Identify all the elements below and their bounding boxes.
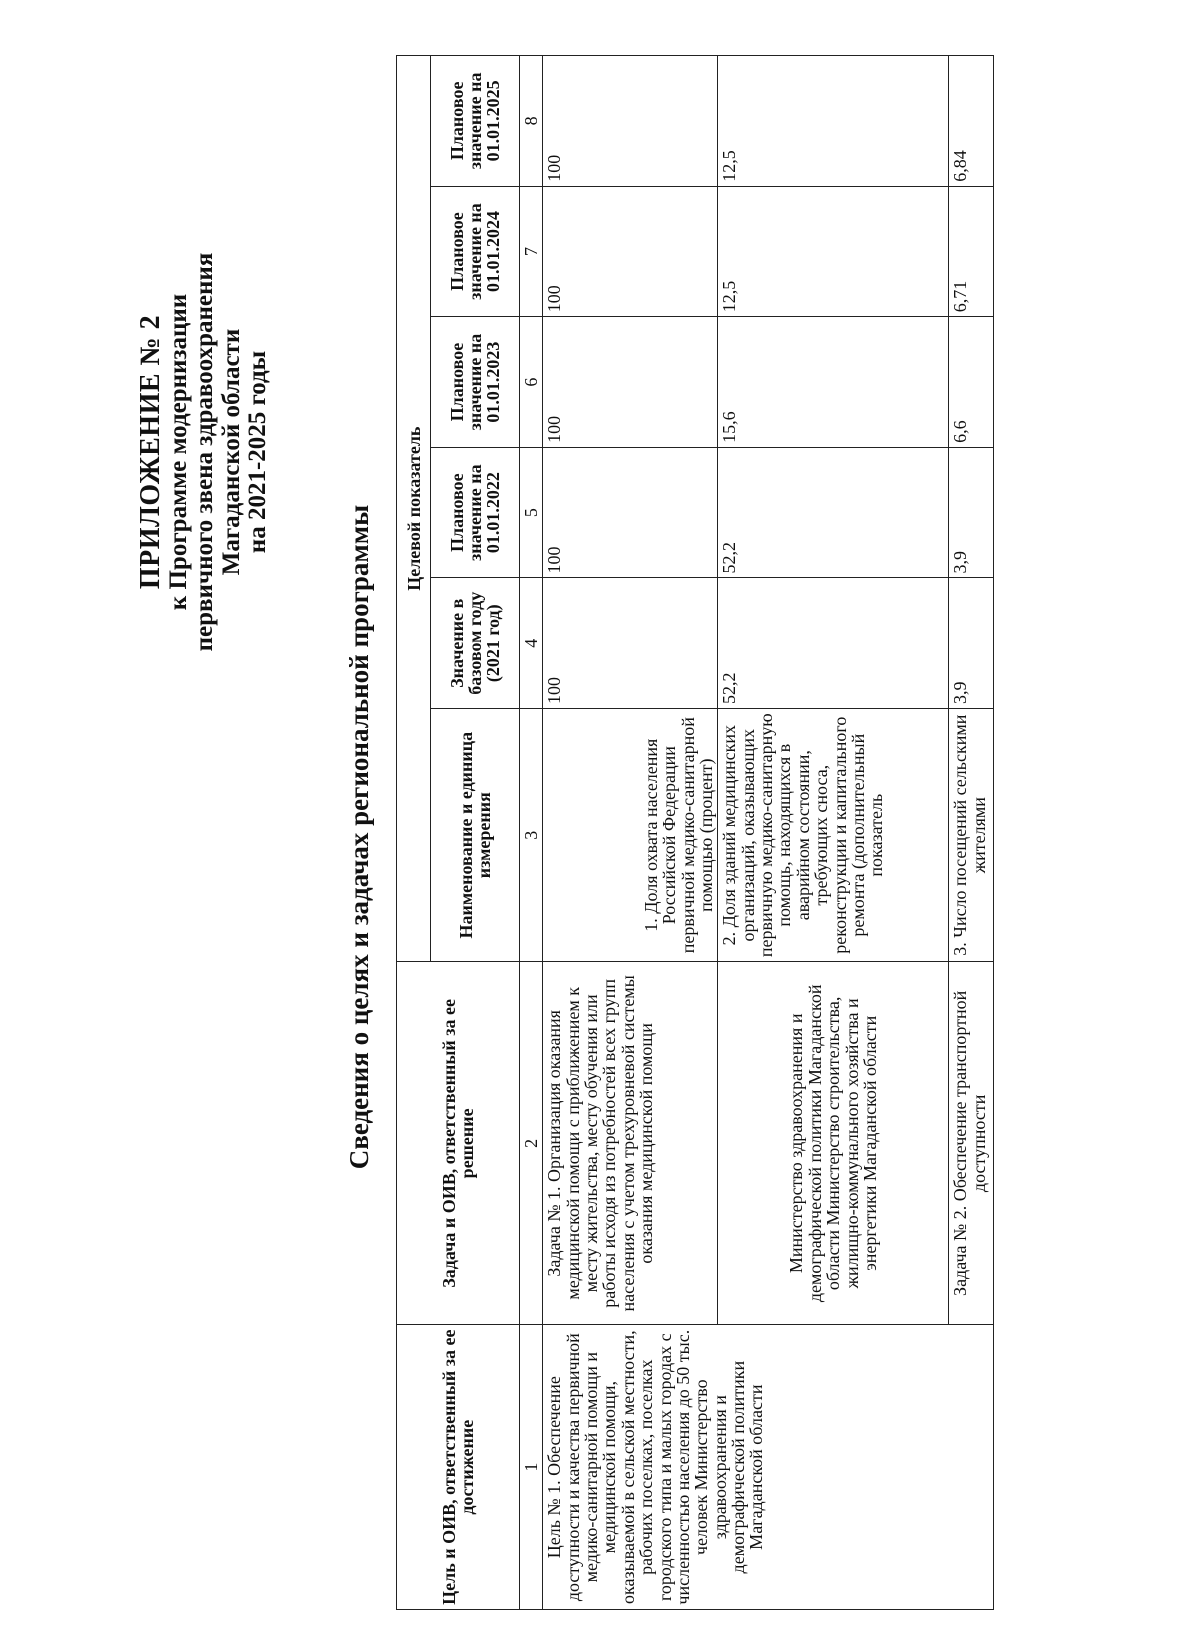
header-plan-2022: Плановое значение на 01.01.2022 bbox=[431, 447, 520, 578]
header-base-value: Значение в базовом году (2021 год) bbox=[431, 578, 520, 709]
indicator-3-base: 3,9 bbox=[949, 578, 994, 709]
task-2-cell: Задача № 2. Обеспечение транспортной доступности bbox=[949, 962, 994, 1325]
column-number: 6 bbox=[520, 317, 543, 448]
indicator-1-2025: 100 bbox=[543, 56, 718, 187]
appendix-line-4: на 2021-2025 годы bbox=[244, 350, 272, 554]
column-number-row bbox=[520, 56, 543, 1610]
indicator-1-2024: 100 bbox=[543, 186, 718, 317]
column-number: 5 bbox=[520, 447, 543, 578]
task-1-cell: Задача № 1. Организация оказания медицинской помощи с приближением к месту жительства, месту обучения или работы исходя из потребностей всех групп населения с учетом трехуровневой системы оказания медицинской помощи bbox=[543, 962, 718, 1325]
indicator-2-2024: 12,5 bbox=[718, 186, 949, 317]
task-1-ministries-cell: Министерство здравоохранения и демографической политики Магаданской области Министерство строительства, жилищно-коммунального хозяйства и энергетики Магаданской области bbox=[718, 962, 949, 1325]
indicator-1-base: 100 bbox=[543, 578, 718, 709]
header-task: Задача и ОИВ, ответственный за ее решение bbox=[397, 962, 520, 1325]
indicator-3-2023: 6,6 bbox=[949, 317, 994, 448]
indicator-2-name: 2. Доля зданий медицинских организаций, оказывающих первичную медико-санитарную помощь, находящихся в аварийном состоянии, требующих сноса, реконструкции и капитального ремонта (дополнительный показатель bbox=[718, 709, 949, 962]
appendix-header bbox=[136, 192, 272, 712]
header-goal: Цель и ОИВ, ответственный за ее достижение bbox=[397, 1325, 520, 1610]
indicator-3-2025: 6,84 bbox=[949, 56, 994, 187]
goals-tasks-table bbox=[396, 55, 994, 1610]
appendix-line-3: Магаданской области bbox=[217, 328, 245, 576]
column-number: 8 bbox=[520, 56, 543, 187]
column-number: 3 bbox=[520, 709, 543, 962]
indicator-3-name: 3. Число посещений сельскими жителями bbox=[949, 709, 994, 962]
column-number: 1 bbox=[520, 1325, 543, 1610]
header-plan-2025: Плановое значение на 01.01.2025 bbox=[431, 56, 520, 187]
indicator-3-2024: 6,71 bbox=[949, 186, 994, 317]
indicator-2-2025: 12,5 bbox=[718, 56, 949, 187]
header-name-unit: Наименование и единица измерения bbox=[431, 709, 520, 962]
indicator-2-2023: 15,6 bbox=[718, 317, 949, 448]
indicator-1-name: 1. Доля охвата населения Российской Федерации первичной медико-санитарной помощью (процент) bbox=[543, 709, 718, 962]
column-number: 7 bbox=[520, 186, 543, 317]
column-number: 2 bbox=[520, 962, 543, 1325]
section-title: Сведения о целях и задачах региональной программы bbox=[344, 504, 374, 1170]
indicator-1-2023: 100 bbox=[543, 317, 718, 448]
appendix-line-2: первичного звена здравоохранения bbox=[191, 252, 219, 652]
appendix-line-1: к Программе модернизации bbox=[164, 293, 192, 611]
indicator-3-2022: 3,9 bbox=[949, 447, 994, 578]
indicator-2-2022: 52,2 bbox=[718, 447, 949, 578]
column-number: 4 bbox=[520, 578, 543, 709]
indicator-1-2022: 100 bbox=[543, 447, 718, 578]
header-row-1 bbox=[397, 56, 431, 1610]
appendix-title: ПРИЛОЖЕНИЕ № 2 bbox=[135, 314, 166, 590]
goal-1-cell: Цель № 1. Обеспечение доступности и качества первичной медико-санитарной помощи и медицинской помощи, оказываемой в сельской местности, рабочих поселках, поселках городского типа и малых городах с численностью населения до 50 тыс. человек Министерство здравоохранения и демографической политики Магаданской области bbox=[543, 1325, 994, 1610]
indicator-2-base: 52,2 bbox=[718, 578, 949, 709]
table-row-indicator-1 bbox=[543, 56, 718, 1610]
header-plan-2024: Плановое значение на 01.01.2024 bbox=[431, 186, 520, 317]
header-indicator-group: Целевой показатель bbox=[397, 56, 431, 962]
header-plan-2023: Плановое значение на 01.01.2023 bbox=[431, 317, 520, 448]
